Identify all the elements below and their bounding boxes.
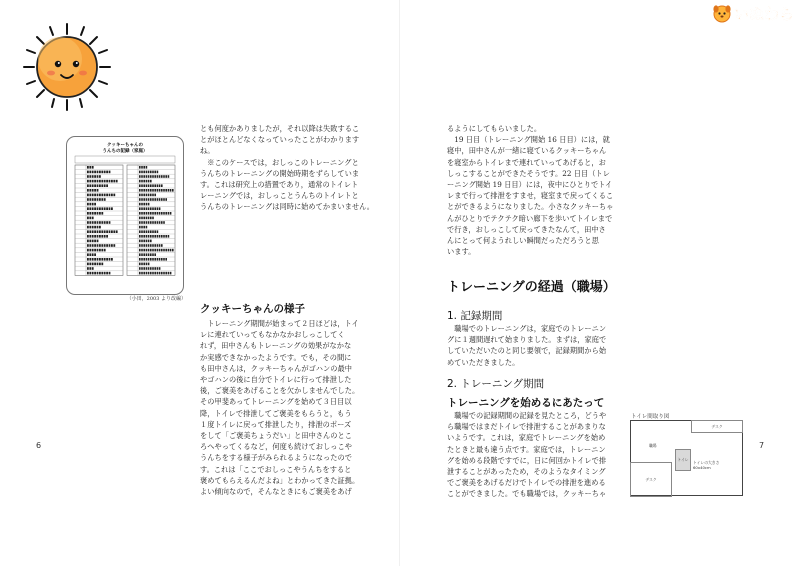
record-chart-figure — [66, 136, 184, 295]
record-chart-grid — [67, 137, 183, 294]
subheading-record-period: 1. 記録期間 — [447, 310, 503, 322]
floor-plan-diagram — [630, 420, 743, 496]
left-section-paragraph: トレーニング期間が始まって２日ほどは，トイ レに連れていってもなかなかおしっこしてく れず，田中さんもトレーニングの効果がなかな か実感できなかったようです。でも，その間に も田中さんは，クッキーちゃんがゴハンの最中 やゴハンの後に自分でトイレに行って排泄した 後，ご褒美をあげることを欠かしませんでした。 その甲斐あってトレーニングを始めて３日目以 降，トイレで排泄してご褒美をもらうと，もう １度トイレに戻って排泄したり，排泄のポーズ をして「ご褒美ちょうだい」と田中さんのとこ ろへやってくるなど，何度も続けておしっこや うんちをする様子がみられるようになったので す。これは「ここでおしっこやうんちをすると 褒めてもらえるんだよね」とわかってきた証拠。 よい傾向なので，そんなときにもご褒美をあげ — [200, 319, 360, 497]
right-top-paragraph: るようにしてもらいました。 19 日目（トレーニング開始 16 日目）には，就 寝中，田中さんが一緒に寝ているクッキーちゃん を寝室からトイレまで連れていってあげると，お しっこすることができたそうです。22 日目（トレ ーニング開始 19 日目）には，夜中にひとりでトイ レまで行って排泄をすませ，寝室まで戻ってくるこ とができるようになりました。小さなクッキーちゃ んがひとりでテクテク暗い廊下を歩いてトイレまで で行き，おしっこして戻ってきたなんて，田中さ んにとって何ようれしい瞬間だっただろうと思 います。 — [447, 124, 614, 257]
page-number-left: 6 — [36, 441, 42, 450]
logo-text: いぬわら — [734, 4, 795, 23]
starting-training-paragraph: 職場での記録期間の記録を見たところ，どうや ら職場ではまだトイレで排泄することがあまりな いようです。これは，家庭でトレーニングを始め たときと最も違う点です。家庭では，トレーニン グを始める段階ですでに，日に何回かトイレで排 泄することがあったため，そのようなタイミング でご褒美をあげるだけでトイレでの排泄を進める ことができました。でも職場では，クッキーちゃ — [447, 411, 607, 499]
page-spine — [399, 0, 400, 566]
floor-plan-desk-top: デスク — [691, 420, 743, 433]
floor-plan-toilet: トイレ — [675, 449, 691, 471]
page-number-right: 7 — [759, 441, 765, 450]
floor-plan-label: トイレ間取り図 — [631, 414, 670, 420]
floor-plan-desk-bottom: デスク — [630, 462, 672, 497]
left-top-paragraph: とも何度かありましたが，それ以降は失敗するこ とがほとんどなくなっていったことがわかります ね。 ※このケースでは，おしっこのトレーニングと うんちのトレーニングの開始時期をずらしていま す。これは研究上の措置であり，通常のトイレト レーニングでは，おしっことうんちのトイレトと うんちのトレーニングは同時に始めてかまいません。 — [200, 124, 374, 212]
figure-title-line2: うんちの記録（家庭） — [102, 149, 148, 154]
figure-caption: （小田，2003 より改編） — [126, 296, 186, 302]
section-heading-cookie: クッキーちゃんの様子 — [200, 303, 305, 315]
record-period-paragraph: 職場でのトレーニングは，家庭でのトレーニン グに１週間遅れて始まりました。まずは，家庭で していただいたのと同じ要領で，記録期間から始 めていただきました。 — [447, 324, 607, 367]
floor-plan-toilet-size: トイレの大きさ 60x40cm — [693, 460, 720, 470]
logo-dog-icon — [712, 3, 732, 23]
figure-title-line1: クッキーちゃんの — [107, 143, 143, 148]
subheading-starting-training: トレーニングを始めるにあたって — [447, 397, 605, 409]
subheading-training-period: 2. トレーニング期間 — [447, 378, 545, 390]
brand-logo — [712, 2, 794, 24]
sun-illustration-icon — [22, 22, 112, 112]
main-heading-workplace: トレーニングの経過（職場） — [447, 280, 616, 295]
floor-plan-room-label: 職場 — [649, 443, 657, 448]
